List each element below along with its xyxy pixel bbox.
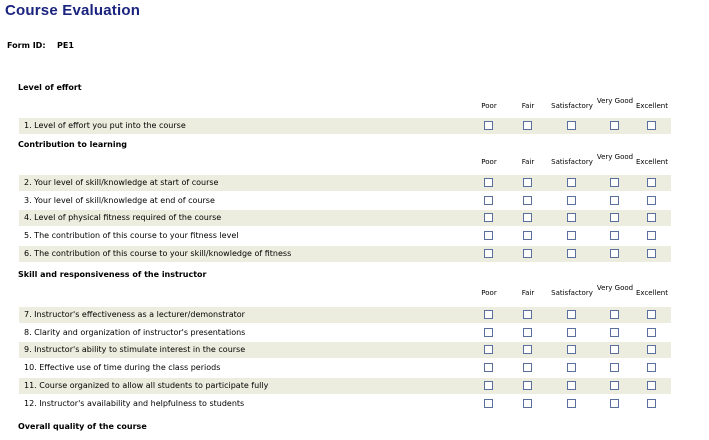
question-row: [19, 378, 671, 394]
rating-header-excellent: Excellent: [636, 289, 668, 297]
question-row: [19, 210, 671, 226]
rating-checkbox-poor[interactable]: [484, 249, 493, 258]
rating-header-fair: Fair: [521, 102, 535, 110]
rating-checkbox-fair[interactable]: [523, 231, 532, 240]
rating-checkbox-very-good[interactable]: [610, 381, 619, 390]
rating-checkbox-poor[interactable]: [484, 399, 493, 408]
rating-checkbox-satisfactory[interactable]: [567, 249, 576, 258]
rating-header-fair: Fair: [521, 158, 535, 166]
rating-checkbox-poor[interactable]: [484, 178, 493, 187]
rating-checkbox-fair[interactable]: [523, 363, 532, 372]
rating-checkbox-excellent[interactable]: [647, 345, 656, 354]
rating-header-very-good: Very Good: [596, 97, 634, 105]
rating-checkbox-poor[interactable]: [484, 345, 493, 354]
rating-checkbox-excellent[interactable]: [647, 231, 656, 240]
rating-checkbox-excellent[interactable]: [647, 196, 656, 205]
rating-checkbox-poor[interactable]: [484, 363, 493, 372]
rating-checkbox-excellent[interactable]: [647, 381, 656, 390]
section-title-skill-and-responsiveness-of-the-instructor: Skill and responsiveness of the instructor: [18, 270, 207, 279]
rating-checkbox-fair[interactable]: [523, 399, 532, 408]
rating-header-satisfactory: Satisfactory: [551, 102, 593, 110]
rating-checkbox-fair[interactable]: [523, 328, 532, 337]
rating-header-fair: Fair: [521, 289, 535, 297]
rating-checkbox-poor[interactable]: [484, 196, 493, 205]
question-label: 9. Instructor's ability to stimulate interest in the course: [24, 345, 246, 355]
rating-checkbox-excellent[interactable]: [647, 178, 656, 187]
question-label: 2. Your level of skill/knowledge at start of course: [24, 178, 219, 187]
rating-checkbox-satisfactory[interactable]: [567, 363, 576, 372]
rating-checkbox-excellent[interactable]: [647, 249, 656, 258]
rating-checkbox-excellent[interactable]: [647, 328, 656, 337]
rating-checkbox-poor[interactable]: [484, 213, 493, 222]
rating-checkbox-fair[interactable]: [523, 310, 532, 319]
rating-checkbox-satisfactory[interactable]: [567, 213, 576, 222]
section-title-overall-quality-of-the-course: Overall quality of the course: [18, 422, 147, 431]
rating-checkbox-excellent[interactable]: [647, 310, 656, 319]
rating-header-excellent: Excellent: [636, 102, 668, 110]
question-label: 10. Effective use of time during the class periods: [24, 363, 221, 373]
section-title-contribution-to-learning: Contribution to learning: [18, 140, 128, 149]
rating-checkbox-poor[interactable]: [484, 310, 493, 319]
rating-checkbox-fair[interactable]: [523, 213, 532, 222]
question-row: [19, 118, 671, 134]
rating-checkbox-excellent[interactable]: [647, 213, 656, 222]
rating-checkbox-very-good[interactable]: [610, 328, 619, 337]
question-row: [19, 228, 671, 244]
question-label: 7. Instructor's effectiveness as a lecturer/demonstrator: [24, 310, 245, 319]
rating-checkbox-poor[interactable]: [484, 121, 493, 130]
rating-checkbox-excellent[interactable]: [647, 363, 656, 372]
rating-checkbox-poor[interactable]: [484, 231, 493, 240]
rating-checkbox-fair[interactable]: [523, 381, 532, 390]
question-label: 4. Level of physical fitness required of the course: [24, 213, 222, 223]
question-row: [19, 396, 671, 412]
rating-checkbox-very-good[interactable]: [610, 178, 619, 187]
rating-checkbox-satisfactory[interactable]: [567, 345, 576, 354]
rating-checkbox-poor[interactable]: [484, 328, 493, 337]
rating-checkbox-very-good[interactable]: [610, 363, 619, 372]
rating-checkbox-fair[interactable]: [523, 196, 532, 205]
rating-checkbox-satisfactory[interactable]: [567, 178, 576, 187]
rating-checkbox-very-good[interactable]: [610, 213, 619, 222]
rating-checkbox-fair[interactable]: [523, 345, 532, 354]
rating-header-poor: Poor: [481, 102, 497, 110]
page-title: Course Evaluation: [5, 2, 141, 19]
rating-checkbox-satisfactory[interactable]: [567, 381, 576, 390]
section-title-level-of-effort: Level of effort: [18, 83, 82, 92]
rating-header-poor: Poor: [481, 158, 497, 166]
form-id-label: Form ID:: [7, 41, 46, 50]
question-label: 1. Level of effort you put into the course: [24, 121, 186, 130]
rating-checkbox-very-good[interactable]: [610, 249, 619, 258]
question-row: [19, 360, 671, 376]
rating-checkbox-satisfactory[interactable]: [567, 121, 576, 130]
rating-checkbox-very-good[interactable]: [610, 399, 619, 408]
rating-checkbox-poor[interactable]: [484, 381, 493, 390]
rating-checkbox-satisfactory[interactable]: [567, 231, 576, 240]
question-label: 6. The contribution of this course to your skill/knowledge of fitness: [24, 248, 292, 258]
rating-checkbox-excellent[interactable]: [647, 121, 656, 130]
rating-header-satisfactory: Satisfactory: [551, 289, 593, 297]
question-label: 3. Your level of skill/knowledge at end of course: [24, 195, 215, 205]
rating-checkbox-satisfactory[interactable]: [567, 399, 576, 408]
rating-header-poor: Poor: [481, 289, 497, 297]
question-row: [19, 246, 671, 262]
question-row: [19, 342, 671, 358]
rating-checkbox-very-good[interactable]: [610, 345, 619, 354]
question-row: [19, 175, 671, 191]
rating-header-very-good: Very Good: [596, 153, 634, 161]
question-label: 5. The contribution of this course to your fitness level: [24, 231, 239, 241]
question-label: 8. Clarity and organization of instructor's presentations: [24, 327, 246, 337]
rating-header-very-good: Very Good: [596, 284, 634, 292]
rating-checkbox-fair[interactable]: [523, 249, 532, 258]
question-label: 12. Instructor's availability and helpfulness to students: [24, 398, 245, 408]
question-row: [19, 307, 671, 323]
question-row: [19, 193, 671, 209]
rating-checkbox-satisfactory[interactable]: [567, 328, 576, 337]
rating-checkbox-very-good[interactable]: [610, 310, 619, 319]
rating-checkbox-fair[interactable]: [523, 121, 532, 130]
rating-checkbox-very-good[interactable]: [610, 121, 619, 130]
rating-checkbox-excellent[interactable]: [647, 399, 656, 408]
rating-header-satisfactory: Satisfactory: [551, 158, 593, 166]
rating-checkbox-very-good[interactable]: [610, 231, 619, 240]
rating-checkbox-very-good[interactable]: [610, 196, 619, 205]
rating-checkbox-fair[interactable]: [523, 178, 532, 187]
question-label: 11. Course organized to allow all students to participate fully: [24, 380, 269, 390]
rating-checkbox-satisfactory[interactable]: [567, 196, 576, 205]
form-id-value: PE1: [57, 41, 74, 50]
question-row: [19, 325, 671, 341]
rating-header-excellent: Excellent: [636, 158, 668, 166]
rating-checkbox-satisfactory[interactable]: [567, 310, 576, 319]
